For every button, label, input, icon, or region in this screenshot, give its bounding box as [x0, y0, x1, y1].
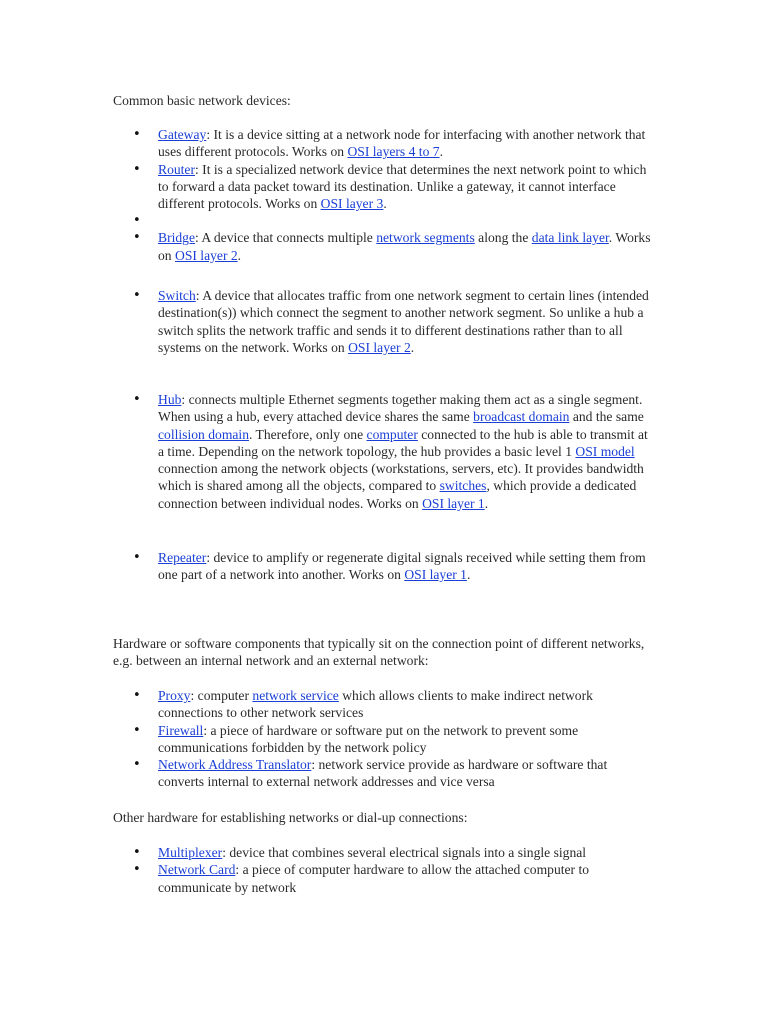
- link-bridge[interactable]: Bridge: [158, 230, 195, 246]
- list-item-nat: • Network Address Translator: network service provide as hardware or software that converts internal to external network addresses and vice versa: [113, 756, 653, 791]
- list-item-bridge: • Bridge: A device that connects multiple network segments along the data link layer. Works on OSI layer 2.: [113, 229, 653, 264]
- link-osi-layer-1[interactable]: OSI layer 1: [404, 567, 467, 583]
- link-switch[interactable]: Switch: [158, 288, 196, 303]
- section2-heading: Hardware or software components that typically sit on the connection point of different networks, e.g. between an internal network and an external network:: [113, 636, 645, 669]
- link-network-card[interactable]: Network Card: [158, 862, 236, 878]
- link-network-segments[interactable]: network segments: [376, 230, 475, 246]
- section1-list-hub: [113, 391, 653, 512]
- link-gateway[interactable]: Gateway: [158, 127, 207, 142]
- link-osi-layers-4-7[interactable]: OSI layers 4 to 7: [347, 144, 440, 160]
- section1-list-repeater: [113, 549, 653, 584]
- link-repeater[interactable]: Repeater: [158, 550, 207, 565]
- section3-heading: Other hardware for establishing networks or dial-up connections:: [113, 810, 468, 825]
- list-item-firewall: • Firewall: a piece of hardware or software put on the network to prevent some communications forbidden by the network policy: [113, 722, 653, 757]
- list-item-switch: • Switch: A device that allocates traffic from one network segment to certain lines (intended destination(s)) which connect the segment to another network segment. So unlike a hub a switch splits the network traffic and sends it to different destinations rather than to all systems on the network. Works on OSI layer 2.: [113, 287, 653, 356]
- section1-heading: Common basic network devices:: [113, 93, 291, 108]
- section2-list: [113, 687, 653, 791]
- section1-list: [113, 126, 653, 264]
- list-item-network-card: • Network Card: a piece of computer hardware to allow the attached computer to communicate by network: [113, 861, 653, 896]
- link-multiplexer[interactable]: Multiplexer: [158, 845, 223, 860]
- link-broadcast-domain[interactable]: broadcast domain: [473, 409, 570, 425]
- link-computer[interactable]: computer: [366, 426, 418, 442]
- list-spacer: [113, 212, 653, 229]
- list-item-hub: • Hub: connects multiple Ethernet segments together making them act as a single segment. When using a hub, every attached device shares the same broadcast domain and the same collision domain. Therefore, only one computer connected to the hub is able to transmit at a time. Depending on the network topology, the hub provides a basic level 1 OSI model connection among the network objects (workstations, servers, etc). It provides bandwidth which is shared among all the objects, compared to switches, which provide a dedicated connection between individual nodes. Works on OSI layer 1.: [113, 391, 653, 512]
- list-item-repeater: • Repeater: device to amplify or regenerate digital signals received while setting them from one part of a network into another. Works on OSI layer 1.: [113, 549, 653, 584]
- list-item-gateway: • Gateway: It is a device sitting at a network node for interfacing with another network that uses different protocols. Works on OSI layers 4 to 7.: [113, 126, 653, 161]
- link-osi-layer-2[interactable]: OSI layer 2: [348, 339, 411, 355]
- link-router[interactable]: Router: [158, 161, 195, 177]
- link-collision-domain[interactable]: collision domain: [158, 426, 249, 442]
- link-osi-model[interactable]: OSI model: [575, 443, 635, 459]
- section1-list-switch: [113, 287, 653, 356]
- link-osi-layer-2[interactable]: OSI layer 2: [175, 247, 238, 263]
- link-osi-layer-1[interactable]: OSI layer 1: [422, 495, 485, 511]
- section3-list: [113, 844, 653, 896]
- link-switches[interactable]: switches: [439, 478, 487, 494]
- link-data-link-layer[interactable]: data link layer: [531, 230, 609, 246]
- link-hub[interactable]: Hub: [158, 392, 182, 407]
- link-firewall[interactable]: Firewall: [158, 722, 204, 738]
- list-item-multiplexer: • Multiplexer: device that combines several electrical signals into a single signal: [113, 844, 653, 861]
- link-osi-layer-3[interactable]: OSI layer 3: [320, 196, 384, 212]
- link-proxy[interactable]: Proxy: [158, 688, 191, 703]
- list-item-proxy: • Proxy: computer network service which allows clients to make indirect network connections to other network services: [113, 687, 653, 722]
- list-item-router: • Router: It is a specialized network device that determines the next network point to which to forward a data packet toward its destination. Unlike a gateway, it cannot interface different protocols. Works on OSI layer 3.: [113, 161, 653, 213]
- link-network-address-translator[interactable]: Network Address Translator: [158, 757, 312, 773]
- link-network-service[interactable]: network service: [252, 688, 339, 703]
